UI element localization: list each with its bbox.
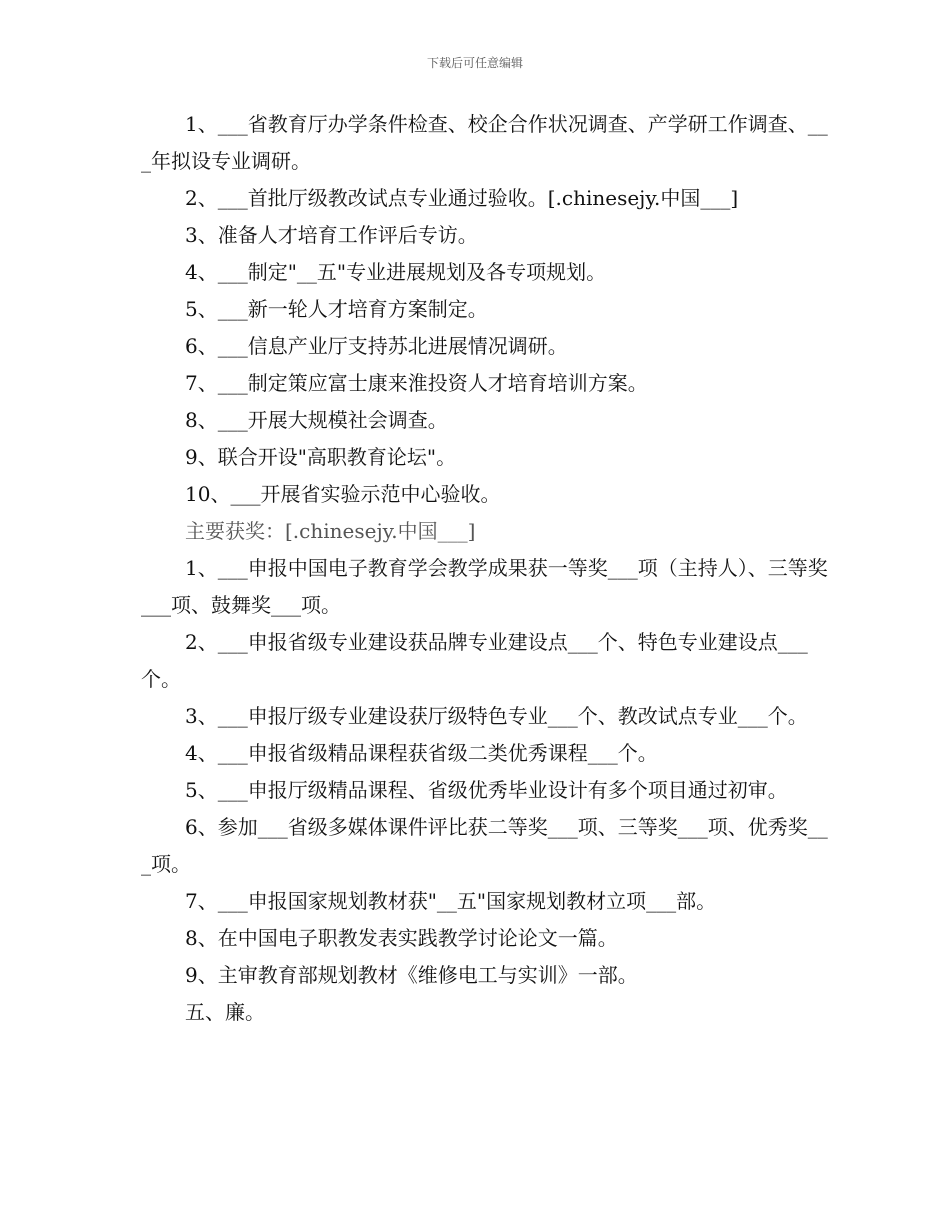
paragraph-item-2: 2、___首批厅级教改试点专业通过验收。[.chinesejy.中国___] <box>185 186 739 210</box>
award-item-5: 5、___申报厅级精品课程、省级优秀毕业设计有多个项目通过初审。 <box>185 778 788 802</box>
paragraph-item-9: 9、联合开设"高职教育论坛"。 <box>185 445 457 469</box>
paragraph-item-6: 6、___信息产业厅支持苏北进展情况调研。 <box>185 334 568 358</box>
award-item-2: 2、___申报省级专业建设获品牌专业建设点___个、特色专业建设点___个。 <box>141 630 808 691</box>
award-item-4: 4、___申报省级精品课程获省级二类优秀课程___个。 <box>185 741 658 765</box>
award-item-1: 1、___申报中国电子教育学会教学成果获一等奖___项（主持人）、三等奖___项、鼓舞奖___项。 <box>141 556 828 617</box>
paragraph-item-7: 7、___制定策应富士康来淮投资人才培育培训方案。 <box>185 371 648 395</box>
award-item-8: 8、在中国电子职教发表实践教学讨论论文一篇。 <box>185 926 618 950</box>
section-heading-5: 五、廉。 <box>185 1000 265 1024</box>
paragraph-item-3: 3、准备人才培育工作评后专访。 <box>185 223 478 247</box>
award-item-3: 3、___申报厅级专业建设获厅级特色专业___个、教改试点专业___个。 <box>185 704 808 728</box>
page-header: 下载后可任意编辑 <box>426 56 523 70</box>
document-body <box>141 106 831 1031</box>
award-item-9: 9、主审教育部规划教材《维修电工与实训》一部。 <box>185 963 638 987</box>
paragraph-item-10: 10、___开展省实验示范中心验收。 <box>185 482 501 506</box>
section-heading-awards: 主要获奖：[.chinesejy.中国___] <box>185 519 476 543</box>
award-item-6: 6、参加___省级多媒体课件评比获二等奖___项、三等奖___项、优秀奖___项。 <box>141 815 828 876</box>
paragraph-item-8: 8、___开展大规模社会调查。 <box>185 408 448 432</box>
award-item-7: 7、___申报国家规划教材获"__五"国家规划教材立项___部。 <box>185 889 717 913</box>
paragraph-item-4: 4、___制定"__五"专业进展规划及各专项规划。 <box>185 260 607 284</box>
paragraph-item-1: 1、___省教育厅办学条件检查、校企合作状况调查、产学研工作调查、___年拟设专业调研。 <box>141 112 828 173</box>
paragraph-item-5: 5、___新一轮人才培育方案制定。 <box>185 297 488 321</box>
